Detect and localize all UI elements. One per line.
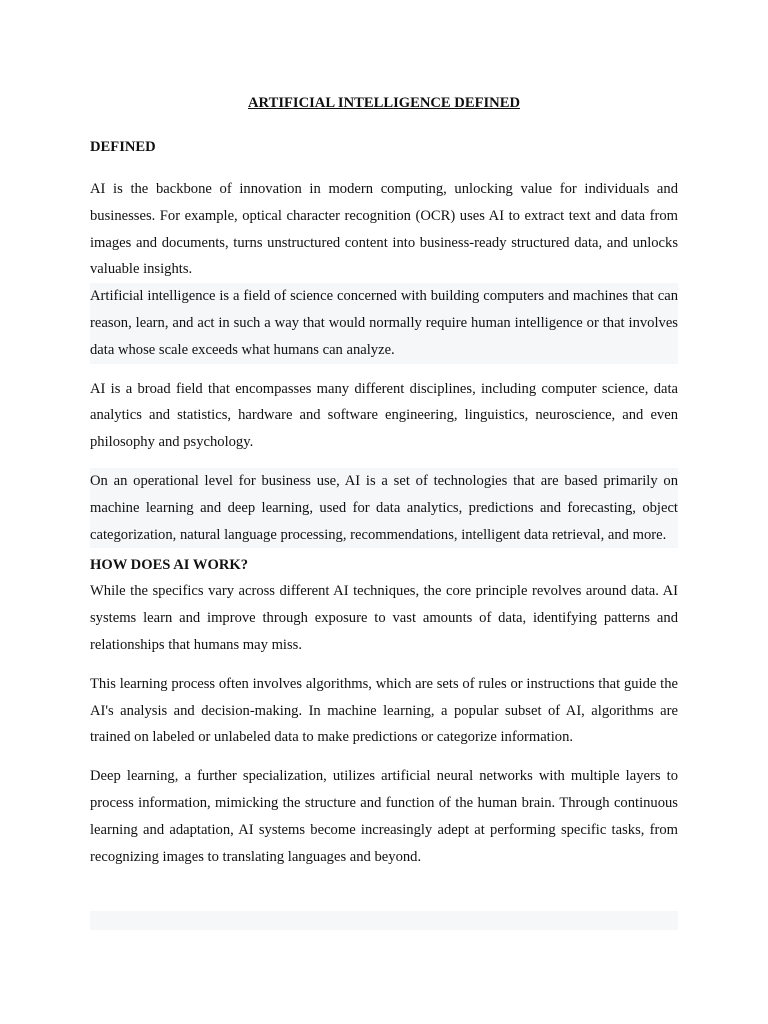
paragraph-core-principle-data: While the specifics vary across different AI techniques, the core principle revolves around data. AI systems learn and improve through exposure to vast amounts of data, identifying patterns and relationships that humans may miss. [90, 583, 678, 653]
paragraph-deep-learning: Deep learning, a further specialization, utilizes artificial neural networks with multiple layers to process information, mimicking the structure and function of the human brain. Through continuous learning and adaptation, AI systems become increasingly adept at performing specific tasks, from recognizing images to translating languages and beyond. [90, 768, 678, 865]
paragraph-learning-process-algorithms: This learning process often involves algorithms, which are sets of rules or instructions that guide the AI's analysis and decision-making. In machine learning, a popular subset of AI, algorithms are trained on labeled or unlabeled data to make predictions or categorize information. [90, 675, 678, 746]
paragraph-ai-broad-field: AI is a broad field that encompasses many different disciplines, including computer science, data analytics and statistics, hardware and software engineering, linguistics, neuroscience, and even philosophy and psychology. [90, 380, 678, 451]
document-body [90, 92, 678, 870]
paragraph-ai-operational-level: On an operational level for business use, AI is a set of technologies that are based primarily on machine learning and deep learning, used for data analytics, predictions and forecasting, object categorization, natural language processing, recommendations, intelligent data retrieval, and more. [90, 468, 678, 548]
paragraph-ai-backbone: AI is the backbone of innovation in modern computing, unlocking value for individuals and businesses. For example, optical character recognition (OCR) uses AI to extract text and data from images and documents, turns unstructured content into business-ready structured data, and unlocks valuable insights. [90, 181, 678, 278]
section-heading-how-does-ai-work: HOW DOES AI WORK? [90, 557, 249, 574]
section-heading-defined: DEFINED [90, 139, 156, 155]
empty-shaded-paragraph [90, 911, 678, 930]
document-title: ARTIFICIAL INTELLIGENCE DEFINED [248, 95, 520, 111]
paragraph-ai-field-of-science: Artificial intelligence is a field of science concerned with building computers and machines that can reason, learn, and act in such a way that would normally require human intelligence or that involves data whose scale exceeds what humans can analyze. [90, 283, 678, 363]
